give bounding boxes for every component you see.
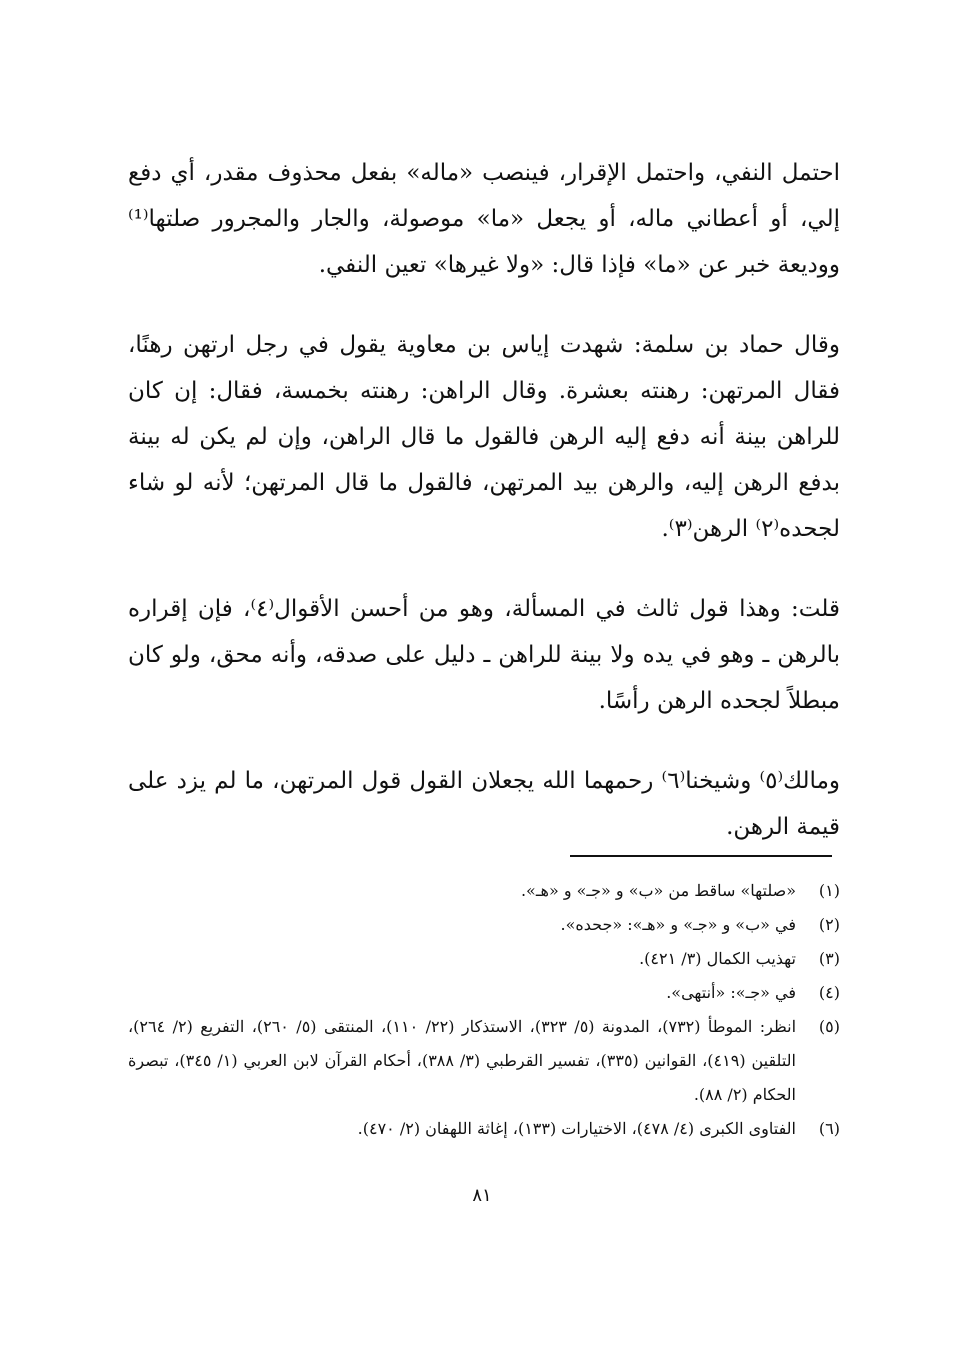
footnote-2 <box>128 908 840 942</box>
footnote-number: (٤) <box>818 983 840 1002</box>
footnote-separator <box>570 855 832 857</box>
main-text <box>120 150 840 850</box>
footnote-1 <box>128 874 840 908</box>
footnote-text: «صلتها» ساقط من «ب» و «جـ» و «هـ». <box>520 881 796 900</box>
footnote-text: انظر: الموطأ (٧٣٢)، المدونة (٥/ ٣٢٣)، الاستذكار (٢٢/ ١١٠)، المنتقى (٥/ ٢٦٠)، التفريع (٢/ ٢٦٤)، التلقين (٤١٩)، القوانين (٣٣٥)، تفسير القرطبي (٣/ ٣٨٨)، أحكام القرآن لابن العربي (١/ ٣٤٥)، تبصرة الحكام (٢/ ٨٨). <box>122 1017 797 1104</box>
paragraph-4: ومالك⁽٥⁾ وشيخنا⁽٦⁾ رحمهما الله يجعلان القول قول المرتهن، ما لم يزد على قيمة الرهن. <box>120 768 840 840</box>
footnotes <box>122 874 840 1146</box>
footnote-number: (١) <box>818 881 840 900</box>
paragraph-3: قلت: وهذا قول ثالث في المسألة، وهو من أحسن الأقوال⁽٤⁾، فإن إقراره بالرهن ـ وهو في يده ولا بينة للراهن ـ دليل على صدقه، وأنه محق، ولو كان مبطلاً لجحده الرهن رأسًا. <box>120 596 840 714</box>
footnote-text: في «ب» و «جـ» و «هـ»: «جحده». <box>560 915 796 934</box>
footnote-text: الفتاوى الكبرى (٤/ ٤٧٨)، الاختيارات (١٣٣)، إغاثة اللهفان (٢/ ٤٧٠). <box>357 1119 796 1138</box>
paragraph-2: وقال حماد بن سلمة: شهدت إياس بن معاوية يقول في رجل ارتهن رهنًا، فقال المرتهن: رهنته بعشرة. وقال الراهن: رهنته بخمسة، فقال: إن كان للراهن بينة أنه دفع إليه الرهن فالقول ما قال الراهن، وإن لم يكن له بينة بدفع الرهن إليه، والرهن بيد المرتهن، فالقول ما قال المرتهن؛ لأنه لو شاء لجحده⁽٢⁾ الرهن⁽٣⁾. <box>120 332 840 542</box>
footnote-text: تهذيب الكمال (٣/ ٤٢١). <box>639 949 796 968</box>
footnote-number: (٣) <box>818 949 840 968</box>
paragraph-1: احتمل النفي، واحتمل الإقرار، فينصب «ماله» بفعل محذوف مقدر، أي دفع إلي، أو أعطاني ماله، أو يجعل «ما» موصولة، والجار والمجرور صلتها⁽¹⁾ ووديعة خبر عن «ما» فإذا قال: «ولا غيرها» تعين النفي. <box>120 160 840 278</box>
footnote-number: (٦) <box>818 1119 840 1138</box>
footnote-3 <box>128 942 840 976</box>
footnote-number: (٥) <box>818 1017 840 1036</box>
page-number: ٨١ <box>472 1185 492 1206</box>
footnote-5 <box>122 1010 840 1112</box>
footnote-6 <box>128 1112 840 1146</box>
footnote-4 <box>128 976 840 1010</box>
footnote-text: في «جـ»: «أنتهى». <box>666 983 796 1002</box>
footnote-number: (٢) <box>818 915 840 934</box>
